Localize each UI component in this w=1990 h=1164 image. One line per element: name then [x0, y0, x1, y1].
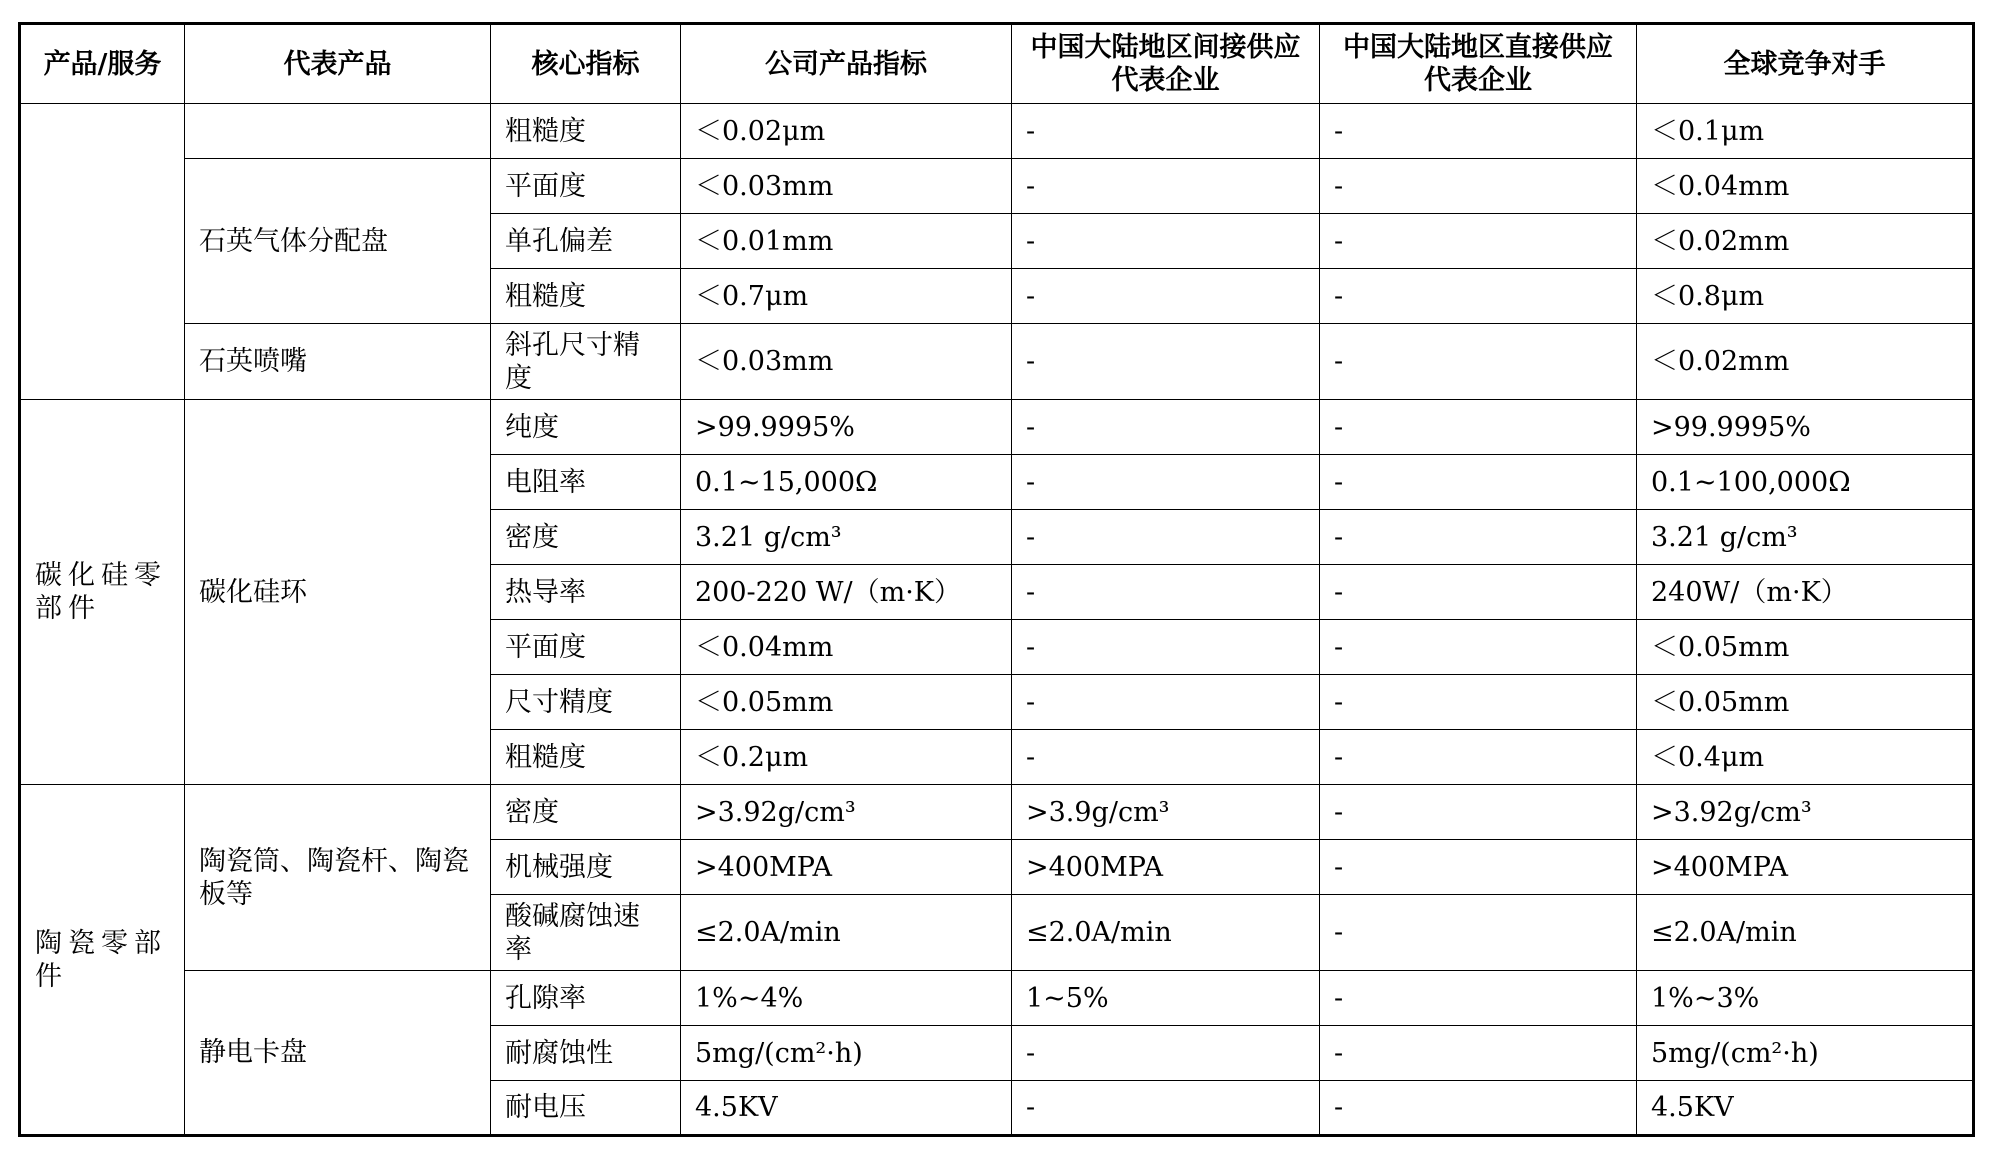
direct-supplier-cell: - — [1320, 400, 1637, 455]
category-cell: 陶瓷零部件 — [20, 785, 185, 1136]
direct-supplier-cell: - — [1320, 510, 1637, 565]
product-cell: 陶瓷筒、陶瓷杆、陶瓷板等 — [185, 785, 491, 971]
indirect-supplier-cell: - — [1012, 269, 1320, 324]
indirect-supplier-cell: - — [1012, 159, 1320, 214]
table-row — [20, 971, 1974, 1026]
metric-cell: 纯度 — [491, 400, 681, 455]
global-competitor-cell: 4.5KV — [1637, 1081, 1974, 1136]
metric-cell: 酸碱腐蚀速率 — [491, 895, 681, 971]
company-value-cell: ＜0.01mm — [681, 214, 1012, 269]
company-value-cell: ＜0.7μm — [681, 269, 1012, 324]
metric-cell: 平面度 — [491, 159, 681, 214]
metric-cell: 粗糙度 — [491, 730, 681, 785]
header-row — [20, 24, 1974, 104]
indirect-supplier-cell: 1~5% — [1012, 971, 1320, 1026]
global-competitor-cell: ＜0.8μm — [1637, 269, 1974, 324]
indirect-supplier-cell: - — [1012, 455, 1320, 510]
direct-supplier-cell: - — [1320, 214, 1637, 269]
indirect-supplier-cell: >400MPA — [1012, 840, 1320, 895]
company-value-cell: >400MPA — [681, 840, 1012, 895]
company-value-cell: ＜0.04mm — [681, 620, 1012, 675]
global-competitor-cell: ≤2.0A/min — [1637, 895, 1974, 971]
global-competitor-cell: ＜0.02mm — [1637, 324, 1974, 400]
company-value-cell: 0.1~15,000Ω — [681, 455, 1012, 510]
metric-cell: 粗糙度 — [491, 104, 681, 159]
product-cell: 石英气体分配盘 — [185, 159, 491, 324]
indirect-supplier-cell: - — [1012, 1026, 1320, 1081]
direct-supplier-cell: - — [1320, 324, 1637, 400]
company-value-cell: ≤2.0A/min — [681, 895, 1012, 971]
table-row — [20, 104, 1974, 159]
indirect-supplier-cell: - — [1012, 565, 1320, 620]
global-competitor-cell: 5mg/(cm²·h) — [1637, 1026, 1974, 1081]
metric-cell: 平面度 — [491, 620, 681, 675]
company-value-cell: ＜0.2μm — [681, 730, 1012, 785]
table-row — [20, 159, 1974, 214]
indirect-supplier-cell: >3.9g/cm³ — [1012, 785, 1320, 840]
company-value-cell: ＜0.05mm — [681, 675, 1012, 730]
metric-cell: 密度 — [491, 785, 681, 840]
direct-supplier-cell: - — [1320, 730, 1637, 785]
product-cell: 碳化硅环 — [185, 400, 491, 785]
direct-supplier-cell: - — [1320, 675, 1637, 730]
direct-supplier-cell: - — [1320, 620, 1637, 675]
header-cell: 产品/服务 — [20, 24, 185, 104]
indirect-supplier-cell: - — [1012, 620, 1320, 675]
direct-supplier-cell: - — [1320, 455, 1637, 510]
direct-supplier-cell: - — [1320, 1081, 1637, 1136]
metric-cell: 耐腐蚀性 — [491, 1026, 681, 1081]
metric-cell: 机械强度 — [491, 840, 681, 895]
product-cell — [185, 104, 491, 159]
indirect-supplier-cell: - — [1012, 510, 1320, 565]
metric-cell: 耐电压 — [491, 1081, 681, 1136]
direct-supplier-cell: - — [1320, 1026, 1637, 1081]
direct-supplier-cell: - — [1320, 159, 1637, 214]
header-cell: 核心指标 — [491, 24, 681, 104]
direct-supplier-cell: - — [1320, 269, 1637, 324]
company-value-cell: 1%~4% — [681, 971, 1012, 1026]
global-competitor-cell: 0.1~100,000Ω — [1637, 455, 1974, 510]
global-competitor-cell: >3.92g/cm³ — [1637, 785, 1974, 840]
company-value-cell: >99.9995% — [681, 400, 1012, 455]
table-row — [20, 785, 1974, 840]
spec-comparison-table — [18, 22, 1975, 1137]
global-competitor-cell: ＜0.05mm — [1637, 620, 1974, 675]
direct-supplier-cell: - — [1320, 565, 1637, 620]
global-competitor-cell: >400MPA — [1637, 840, 1974, 895]
company-value-cell: 200-220 W/（m·K） — [681, 565, 1012, 620]
company-value-cell: ＜0.03mm — [681, 159, 1012, 214]
global-competitor-cell: ＜0.1μm — [1637, 104, 1974, 159]
metric-cell: 粗糙度 — [491, 269, 681, 324]
header-cell: 代表产品 — [185, 24, 491, 104]
global-competitor-cell: 240W/（m·K） — [1637, 565, 1974, 620]
indirect-supplier-cell: - — [1012, 675, 1320, 730]
indirect-supplier-cell: - — [1012, 104, 1320, 159]
product-cell: 静电卡盘 — [185, 971, 491, 1136]
metric-cell: 单孔偏差 — [491, 214, 681, 269]
header-cell: 中国大陆地区直接供应代表企业 — [1320, 24, 1637, 104]
metric-cell: 孔隙率 — [491, 971, 681, 1026]
direct-supplier-cell: - — [1320, 895, 1637, 971]
indirect-supplier-cell: - — [1012, 324, 1320, 400]
global-competitor-cell: ＜0.04mm — [1637, 159, 1974, 214]
category-cell — [20, 104, 185, 400]
global-competitor-cell: 3.21 g/cm³ — [1637, 510, 1974, 565]
company-value-cell: 4.5KV — [681, 1081, 1012, 1136]
company-value-cell: 3.21 g/cm³ — [681, 510, 1012, 565]
header-cell: 全球竞争对手 — [1637, 24, 1974, 104]
metric-cell: 尺寸精度 — [491, 675, 681, 730]
direct-supplier-cell: - — [1320, 785, 1637, 840]
product-cell: 石英喷嘴 — [185, 324, 491, 400]
company-value-cell: >3.92g/cm³ — [681, 785, 1012, 840]
table-row — [20, 400, 1974, 455]
metric-cell: 斜孔尺寸精度 — [491, 324, 681, 400]
global-competitor-cell: 1%~3% — [1637, 971, 1974, 1026]
global-competitor-cell: ＜0.05mm — [1637, 675, 1974, 730]
global-competitor-cell: ＜0.4μm — [1637, 730, 1974, 785]
global-competitor-cell: ＜0.02mm — [1637, 214, 1974, 269]
indirect-supplier-cell: - — [1012, 214, 1320, 269]
metric-cell: 密度 — [491, 510, 681, 565]
company-value-cell: 5mg/(cm²·h) — [681, 1026, 1012, 1081]
direct-supplier-cell: - — [1320, 971, 1637, 1026]
header-cell: 中国大陆地区间接供应代表企业 — [1012, 24, 1320, 104]
table-row — [20, 324, 1974, 400]
indirect-supplier-cell: - — [1012, 400, 1320, 455]
indirect-supplier-cell: ≤2.0A/min — [1012, 895, 1320, 971]
header-cell: 公司产品指标 — [681, 24, 1012, 104]
indirect-supplier-cell: - — [1012, 1081, 1320, 1136]
company-value-cell: ＜0.02μm — [681, 104, 1012, 159]
direct-supplier-cell: - — [1320, 840, 1637, 895]
indirect-supplier-cell: - — [1012, 730, 1320, 785]
company-value-cell: ＜0.03mm — [681, 324, 1012, 400]
global-competitor-cell: >99.9995% — [1637, 400, 1974, 455]
category-cell: 碳化硅零部件 — [20, 400, 185, 785]
metric-cell: 热导率 — [491, 565, 681, 620]
direct-supplier-cell: - — [1320, 104, 1637, 159]
metric-cell: 电阻率 — [491, 455, 681, 510]
